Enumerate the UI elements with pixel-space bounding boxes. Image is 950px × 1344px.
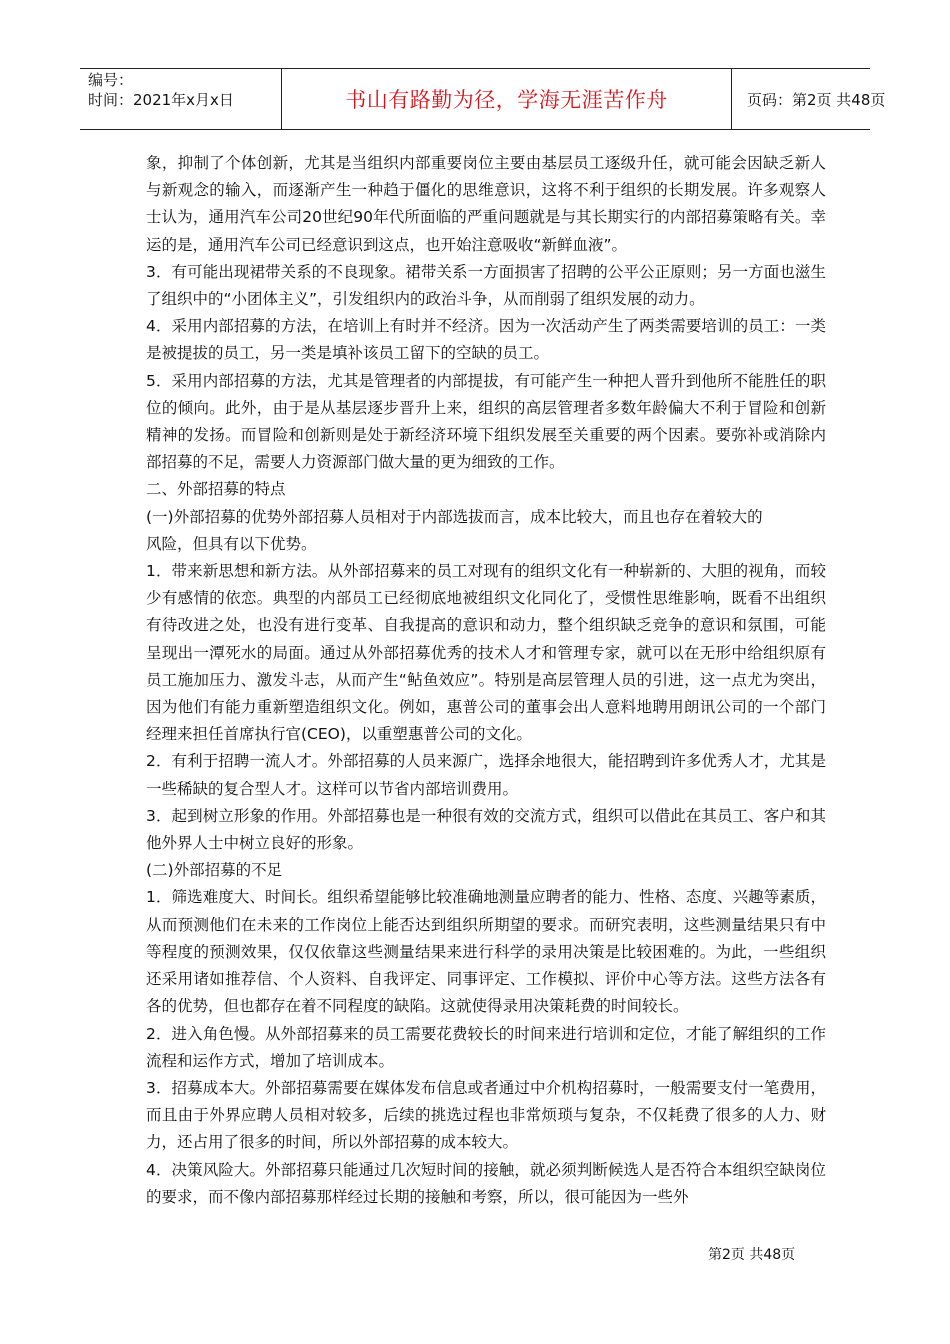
paragraph: 3．招募成本大。外部招募需要在媒体发布信息或者通过中介机构招募时，一般需要支付一笔费用，而且由于外界应聘人员相对较多，后续的挑选过程也非常烦琐与复杂，不仅耗费了很多的人力、财力，还占用了很多的时间，所以外部招募的成本较大。: [146, 1078, 826, 1152]
paragraph: 3．起到树立形象的作用。外部招募也是一种很有效的交流方式，组织可以借此在其员工、客户和其他外界人士中树立良好的形象。: [146, 806, 826, 853]
paragraph: 4．采用内部招募的方法，在培训上有时并不经济。因为一次活动产生了两类需要培训的员工：一类是被提拔的员工，另一类是填补该员工留下的空缺的员工。: [146, 317, 826, 363]
document-body: [146, 150, 826, 1211]
subsection-heading: (二)外部招募的不足: [146, 861, 283, 880]
document-number-label: 编号：: [88, 71, 134, 89]
paragraph: 4．决策风险大。外部招募只能通过几次短时间的接触，就必须判断候选人是否符合本组织空缺岗位的要求，而不像内部招募那样经过长期的接触和考察，所以，很可能因为一些外: [146, 1160, 826, 1206]
paragraph: 1．带来新思想和新方法。从外部招募来的员工对现有的组织文化有一种崭新的、大胆的视角，而较少有感情的依恋。典型的内部员工已经彻底地被组织文化同化了，受惯性思维影响，既看不出组织有待改进之处，也没有进行变革、自我提高的意识和动力，整个组织缺乏竞争的意识和氛围，可能呈现出一潭死水的局面。通过从外部招募优秀的技术人才和管理专家，就可以在无形中给组织原有员工施加压力、激发斗志，从而产生“鲇鱼效应”。特别是高层管理人员的引进，这一点尤为突出，因为他们有能力重新塑造组织文化。例如，惠普公司的董事会出人意料地聘用朗讯公司的一个部门经理来担任首席执行官(CEO)，以重塑惠普公司的文化。: [146, 562, 826, 744]
subsection-heading: (一)外部招募的优势外部招募人员相对于内部选拔而言，成本比较大，而且也存在着较大的: [146, 507, 763, 526]
paragraph: 1．筛选难度大、时间长。组织希望能够比较准确地测量应聘者的能力、性格、态度、兴趣等素质，从而预测他们在未来的工作岗位上能否达到组织所期望的要求。而研究表明，这些测量结果只有中等程度的预测效果，仅仅依靠这些测量结果来进行科学的录用决策是比较困难的。为此，一些组织还采用诸如推荐信、个人资料、自我评定、同事评定、工作模拟、评价中心等方法。这些方法各有各的优势，但也都存在着不同程度的缺陷。这就使得录用决策耗费的时间较长。: [146, 888, 826, 1016]
header-motto: 书山有路勤为径，学海无涯苦作舟: [282, 69, 732, 129]
paragraph: 风险，但具有以下优势。: [146, 534, 317, 553]
section-heading: 二、外部招募的特点: [146, 480, 286, 499]
header-meta: [80, 69, 282, 129]
page-header: [80, 68, 886, 130]
paragraph: 2．进入角色慢。从外部招募来的员工需要花费较长的时间来进行培训和定位，才能了解组织的工作流程和运作方式，增加了培训成本。: [146, 1024, 826, 1070]
header-page-code: 页码：第2页 共48页: [747, 90, 886, 109]
paragraph: 象，抑制了个体创新，尤其是当组织内部重要岗位主要由基层员工逐级升任，就可能会因缺乏新人与新观念的输入，而逐渐产生一种趋于僵化的思维意识，这将不利于组织的长期发展。许多观察人士认为，通用汽车公司20世纪90年代所面临的严重问题就是与其长期实行的内部招募策略有关。幸运的是，通用汽车公司已经意识到这点，也开始注意吸收“新鲜血液”。: [146, 154, 826, 254]
document-time-label: 时间：2021年x月x日: [88, 91, 234, 109]
paragraph: 3．有可能出现裙带关系的不良现象。裙带关系一方面损害了招聘的公平公正原则；另一方面也滋生了组织中的“小团体主义”，引发组织内的政治斗争，从而削弱了组织发展的动力。: [146, 262, 826, 309]
page-footer: 第2页 共48页: [708, 1247, 796, 1263]
paragraph: 2．有利于招聘一流人才。外部招募的人员来源广，选择余地很大，能招聘到许多优秀人才，尤其是一些稀缺的复合型人才。这样可以节省内部培训费用。: [146, 752, 826, 798]
paragraph: 5．采用内部招募的方法，尤其是管理者的内部提拔，有可能产生一种把人晋升到他所不能胜任的职位的倾向。此外，由于是从基层逐步晋升上来，组织的高层管理者多数年龄偏大不利于冒险和创新精神的发扬。而冒险和创新则是处于新经济环境下组织发展至关重要的两个因素。要弥补或消除内部招募的不足，需要人力资源部门做大量的更为细致的工作。: [146, 371, 826, 472]
